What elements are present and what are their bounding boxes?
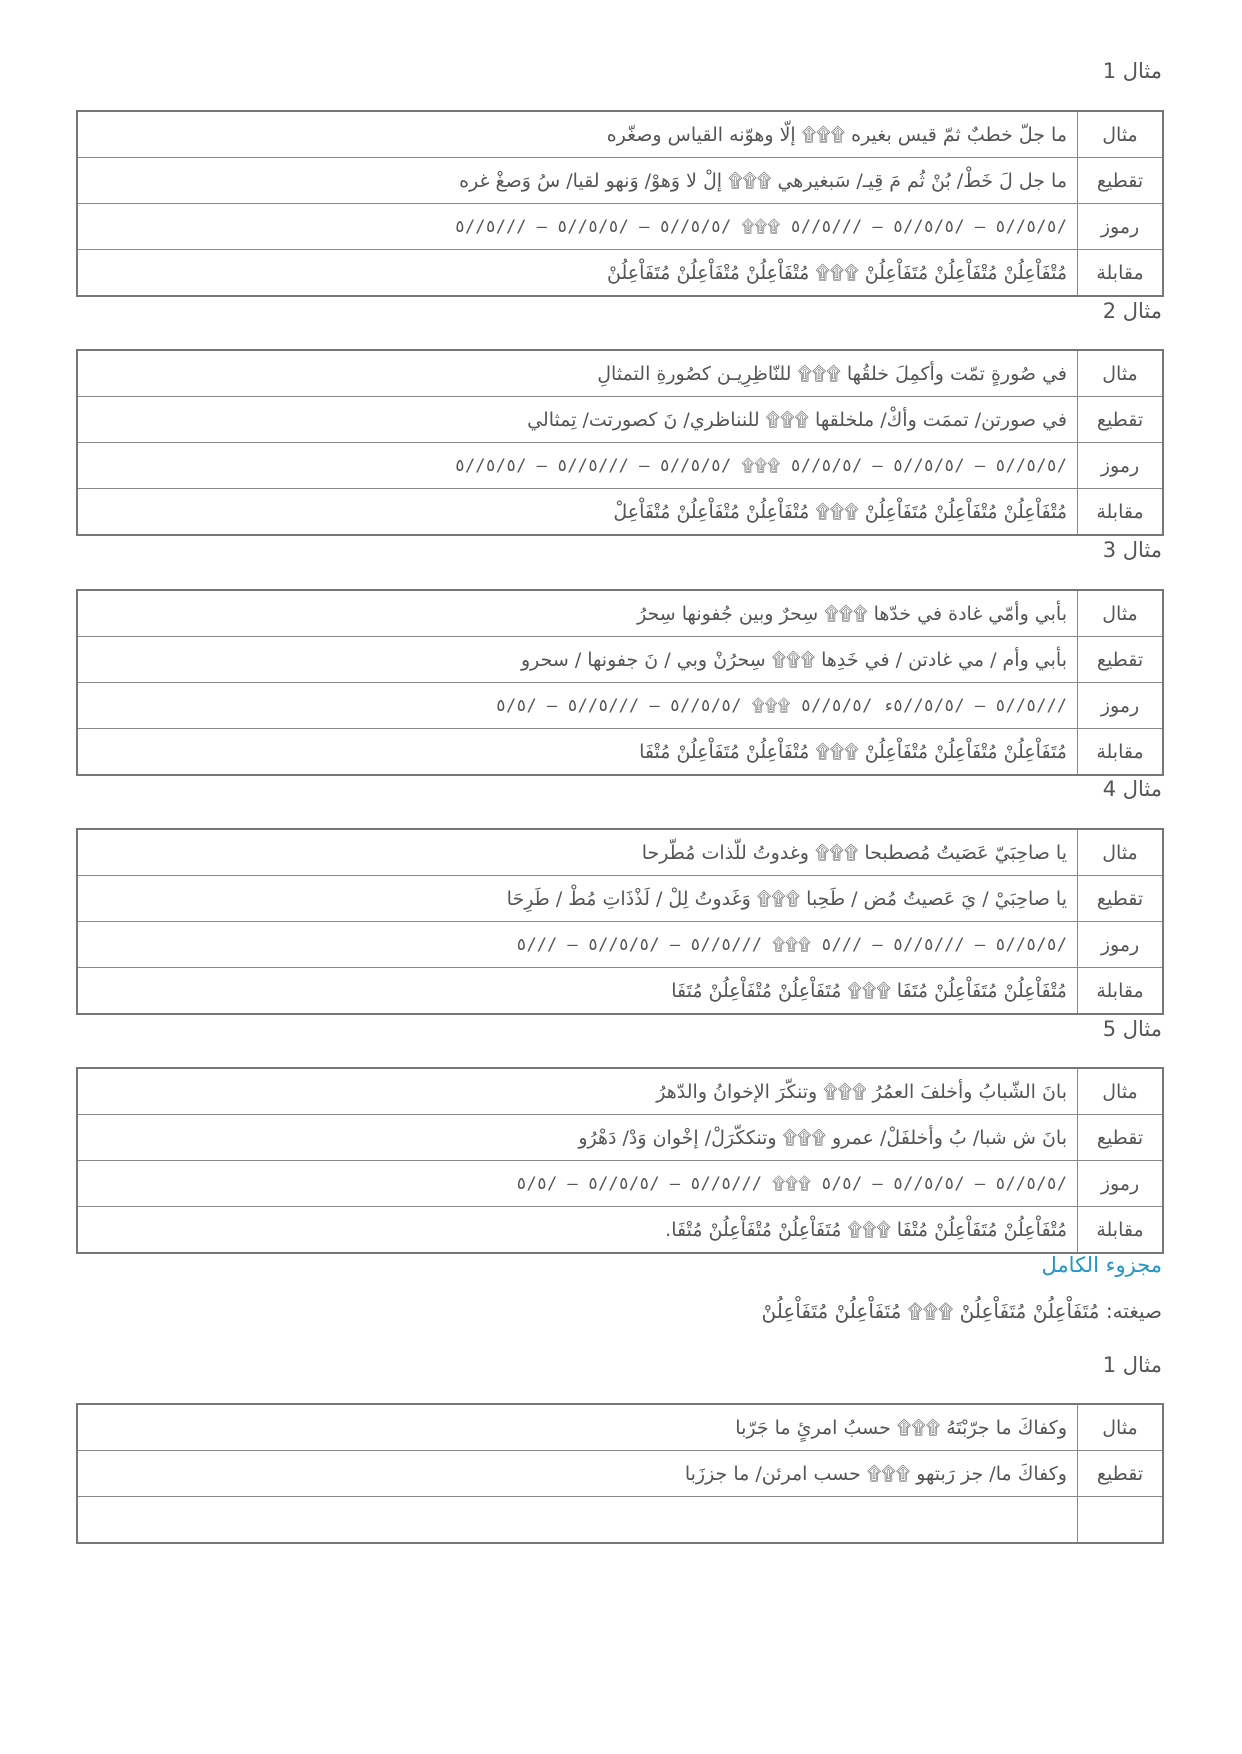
- row-label-verse: مثال: [1078, 350, 1164, 397]
- row-label-feet: مقابلة: [1078, 1207, 1164, 1254]
- table-row: [77, 922, 1163, 968]
- row-label-symbols: رموز: [1078, 922, 1164, 968]
- scansion-text: يا صاحِبَيْ / يَ عَصيتُ مُض / طَحِبا ۩۩۩ وَغَدوتُ لِلْ / لَذْذَاتِ مُطْ / طَرِحَا: [77, 876, 1078, 922]
- table-row: [77, 683, 1163, 729]
- table-row: [77, 250, 1163, 297]
- row-label-feet: مقابلة: [1078, 968, 1164, 1015]
- row-label-symbols: رموز: [1078, 204, 1164, 250]
- meter-formula: صيغته: مُتَفَاْعِلُنْ مُتَفَاْعِلُنْ ۩۩۩ مُتَفَاْعِلُنْ مُتَفَاْعِلُنْ: [761, 1299, 1162, 1323]
- table-row: [77, 1497, 1163, 1544]
- row-label-empty: [1078, 1497, 1164, 1544]
- row-label-feet: مقابلة: [1078, 250, 1164, 297]
- table-row: [77, 637, 1163, 683]
- row-label-scansion: تقطيع: [1078, 397, 1164, 443]
- table-row: [77, 1404, 1163, 1451]
- verse-text: ما جلّ خطبٌ ثمّ قيس بغيره ۩۩۩ إلّا وهوّنه القياس وصغّره: [77, 111, 1078, 158]
- table-row: [77, 1115, 1163, 1161]
- table-row: [77, 1161, 1163, 1207]
- row-label-scansion: تقطيع: [1078, 1115, 1164, 1161]
- scansion-text: بانَ ش شبا/ بُ وأخلفَلْ/ عمرو ۩۩۩ وتنككّرَلْ/ إخْوان وَدْ/ دَهْرُو: [77, 1115, 1078, 1161]
- verse-text: بانَ الشّبابُ وأخلفَ العمُرُ ۩۩۩ وتنكّرَ الإخوانُ والدّهرُ: [77, 1068, 1078, 1115]
- table-row: [77, 590, 1163, 637]
- feet-text: مُتْفَاْعِلُنْ مُتْفَاْعِلُنْ مُتَفَاْعِلُنْ ۩۩۩ مُتْفَاْعِلُنْ مُتْفَاْعِلُنْ مُتَفَاْعِلُنْ: [77, 250, 1078, 297]
- table-row: [77, 489, 1163, 536]
- verse-table: [76, 1403, 1164, 1544]
- symbols-text: /٥/٥//٥ – /٥/٥//٥ – /٥/٥//٥ ۩۩۩ /٥/٥//٥ – ///٥//٥ – /٥/٥//٥: [77, 443, 1078, 489]
- row-label-symbols: رموز: [1078, 683, 1164, 729]
- row-label-verse: مثال: [1078, 590, 1164, 637]
- table-row: [77, 204, 1163, 250]
- section-title: مجزوء الكامل: [1041, 1253, 1162, 1277]
- verse-text: وكفاكَ ما جرّبْتَهُ ۩۩۩ حسبُ امرئٍ ما جَرّبا: [77, 1404, 1078, 1451]
- symbols-text: /٥/٥//٥ – ///٥//٥ – ///٥ ۩۩۩ ///٥//٥ – /٥/٥//٥ – ///٥: [77, 922, 1078, 968]
- feet-text: مُتْفَاْعِلُنْ مُتْفَاْعِلُنْ مُتَفَاْعِلُنْ ۩۩۩ مُتْفَاْعِلُنْ مُتْفَاْعِلُنْ مُتْفَاْعِلْ: [77, 489, 1078, 536]
- scansion-text: في صورتن/ تممَت وأكْ/ ملخلقها ۩۩۩ للنناظري/ نَ كصورتت/ تِمثالي: [77, 397, 1078, 443]
- row-label-feet: مقابلة: [1078, 489, 1164, 536]
- row-label-verse: مثال: [1078, 829, 1164, 876]
- table-row: [77, 443, 1163, 489]
- row-label-scansion: تقطيع: [1078, 637, 1164, 683]
- example-heading: مثال 1: [1102, 1353, 1162, 1377]
- table-row: [77, 1451, 1163, 1497]
- verse-table: [76, 349, 1164, 536]
- verse-text: يا صاحِبَيّ عَصَيتُ مُصطبحا ۩۩۩ وغدوتُ للّذات مُطّرحا: [77, 829, 1078, 876]
- feet-text: مُتَفَاْعِلُنْ مُتْفَاْعِلُنْ مُتْفَاْعِلُنْ ۩۩۩ مُتْفَاْعِلُنْ مُتَفَاْعِلُنْ مُتْفَا: [77, 729, 1078, 776]
- example-heading: مثال 2: [1102, 299, 1162, 323]
- feet-text: مُتْفَاْعِلُنْ مُتَفَاْعِلُنْ مُتْفَا ۩۩۩ مُتَفَاْعِلُنْ مُتْفَاْعِلُنْ مُتْفَا.: [77, 1207, 1078, 1254]
- symbols-text: /٥/٥//٥ – /٥/٥//٥ – ///٥//٥ ۩۩۩ /٥/٥//٥ – /٥/٥//٥ – ///٥//٥: [77, 204, 1078, 250]
- table-row: [77, 829, 1163, 876]
- verse-text: في صُورةٍ تمّت وأكمِلَ خلقُها ۩۩۩ للنّاظِرِيـن كصُورةِ التمثالِ: [77, 350, 1078, 397]
- row-label-verse: مثال: [1078, 1404, 1164, 1451]
- row-label-symbols: رموز: [1078, 1161, 1164, 1207]
- scansion-text: ما جل لَ خَطْ/ بُنْ ثُم مَ قِيـ/ سَبغيرهي ۩۩۩ إلْ لا وَهوْ/ وَنهو لقيا/ سُ وَصغْ غره: [77, 158, 1078, 204]
- feet-text: مُتْفَاْعِلُنْ مُتَفَاْعِلُنْ مُتَفَا ۩۩۩ مُتَفَاْعِلُنْ مُتْفَاْعِلُنْ مُتَفَا: [77, 968, 1078, 1015]
- row-label-symbols: رموز: [1078, 443, 1164, 489]
- verse-table: [76, 1067, 1164, 1254]
- example-heading: مثال 1: [1102, 59, 1162, 83]
- table-row: [77, 876, 1163, 922]
- verse-table: [76, 828, 1164, 1015]
- verse-table: [76, 589, 1164, 776]
- row-label-scansion: تقطيع: [1078, 1451, 1164, 1497]
- example-heading: مثال 4: [1102, 777, 1162, 801]
- symbols-text: [77, 1497, 1078, 1544]
- symbols-text: ///٥//٥ – /٥/٥//٥ء /٥/٥//٥ ۩۩۩ /٥/٥//٥ – ///٥//٥ – /٥/٥: [77, 683, 1078, 729]
- scansion-text: بأبي وأم / مي غادتن / في خَدِها ۩۩۩ سِحرُنْ وبي / نَ جفونها / سحرو: [77, 637, 1078, 683]
- symbols-text: /٥/٥//٥ – /٥/٥//٥ – /٥/٥ ۩۩۩ ///٥//٥ – /٥/٥//٥ – /٥/٥: [77, 1161, 1078, 1207]
- row-label-scansion: تقطيع: [1078, 158, 1164, 204]
- row-label-verse: مثال: [1078, 1068, 1164, 1115]
- table-row: [77, 397, 1163, 443]
- row-label-feet: مقابلة: [1078, 729, 1164, 776]
- row-label-scansion: تقطيع: [1078, 876, 1164, 922]
- table-row: [77, 729, 1163, 776]
- verse-table: [76, 110, 1164, 297]
- verse-text: بأبي وأمّي غادة في خدّها ۩۩۩ سِحرٌ وبين جُفونها سِحرُ: [77, 590, 1078, 637]
- example-heading: مثال 3: [1102, 538, 1162, 562]
- row-label-verse: مثال: [1078, 111, 1164, 158]
- table-row: [77, 968, 1163, 1015]
- table-row: [77, 1207, 1163, 1254]
- example-heading: مثال 5: [1102, 1017, 1162, 1041]
- table-row: [77, 350, 1163, 397]
- table-row: [77, 158, 1163, 204]
- table-row: [77, 1068, 1163, 1115]
- table-row: [77, 111, 1163, 158]
- scansion-text: وكفاكَ ما/ جز رَبتهو ۩۩۩ حسب امرئن/ ما جززَبا: [77, 1451, 1078, 1497]
